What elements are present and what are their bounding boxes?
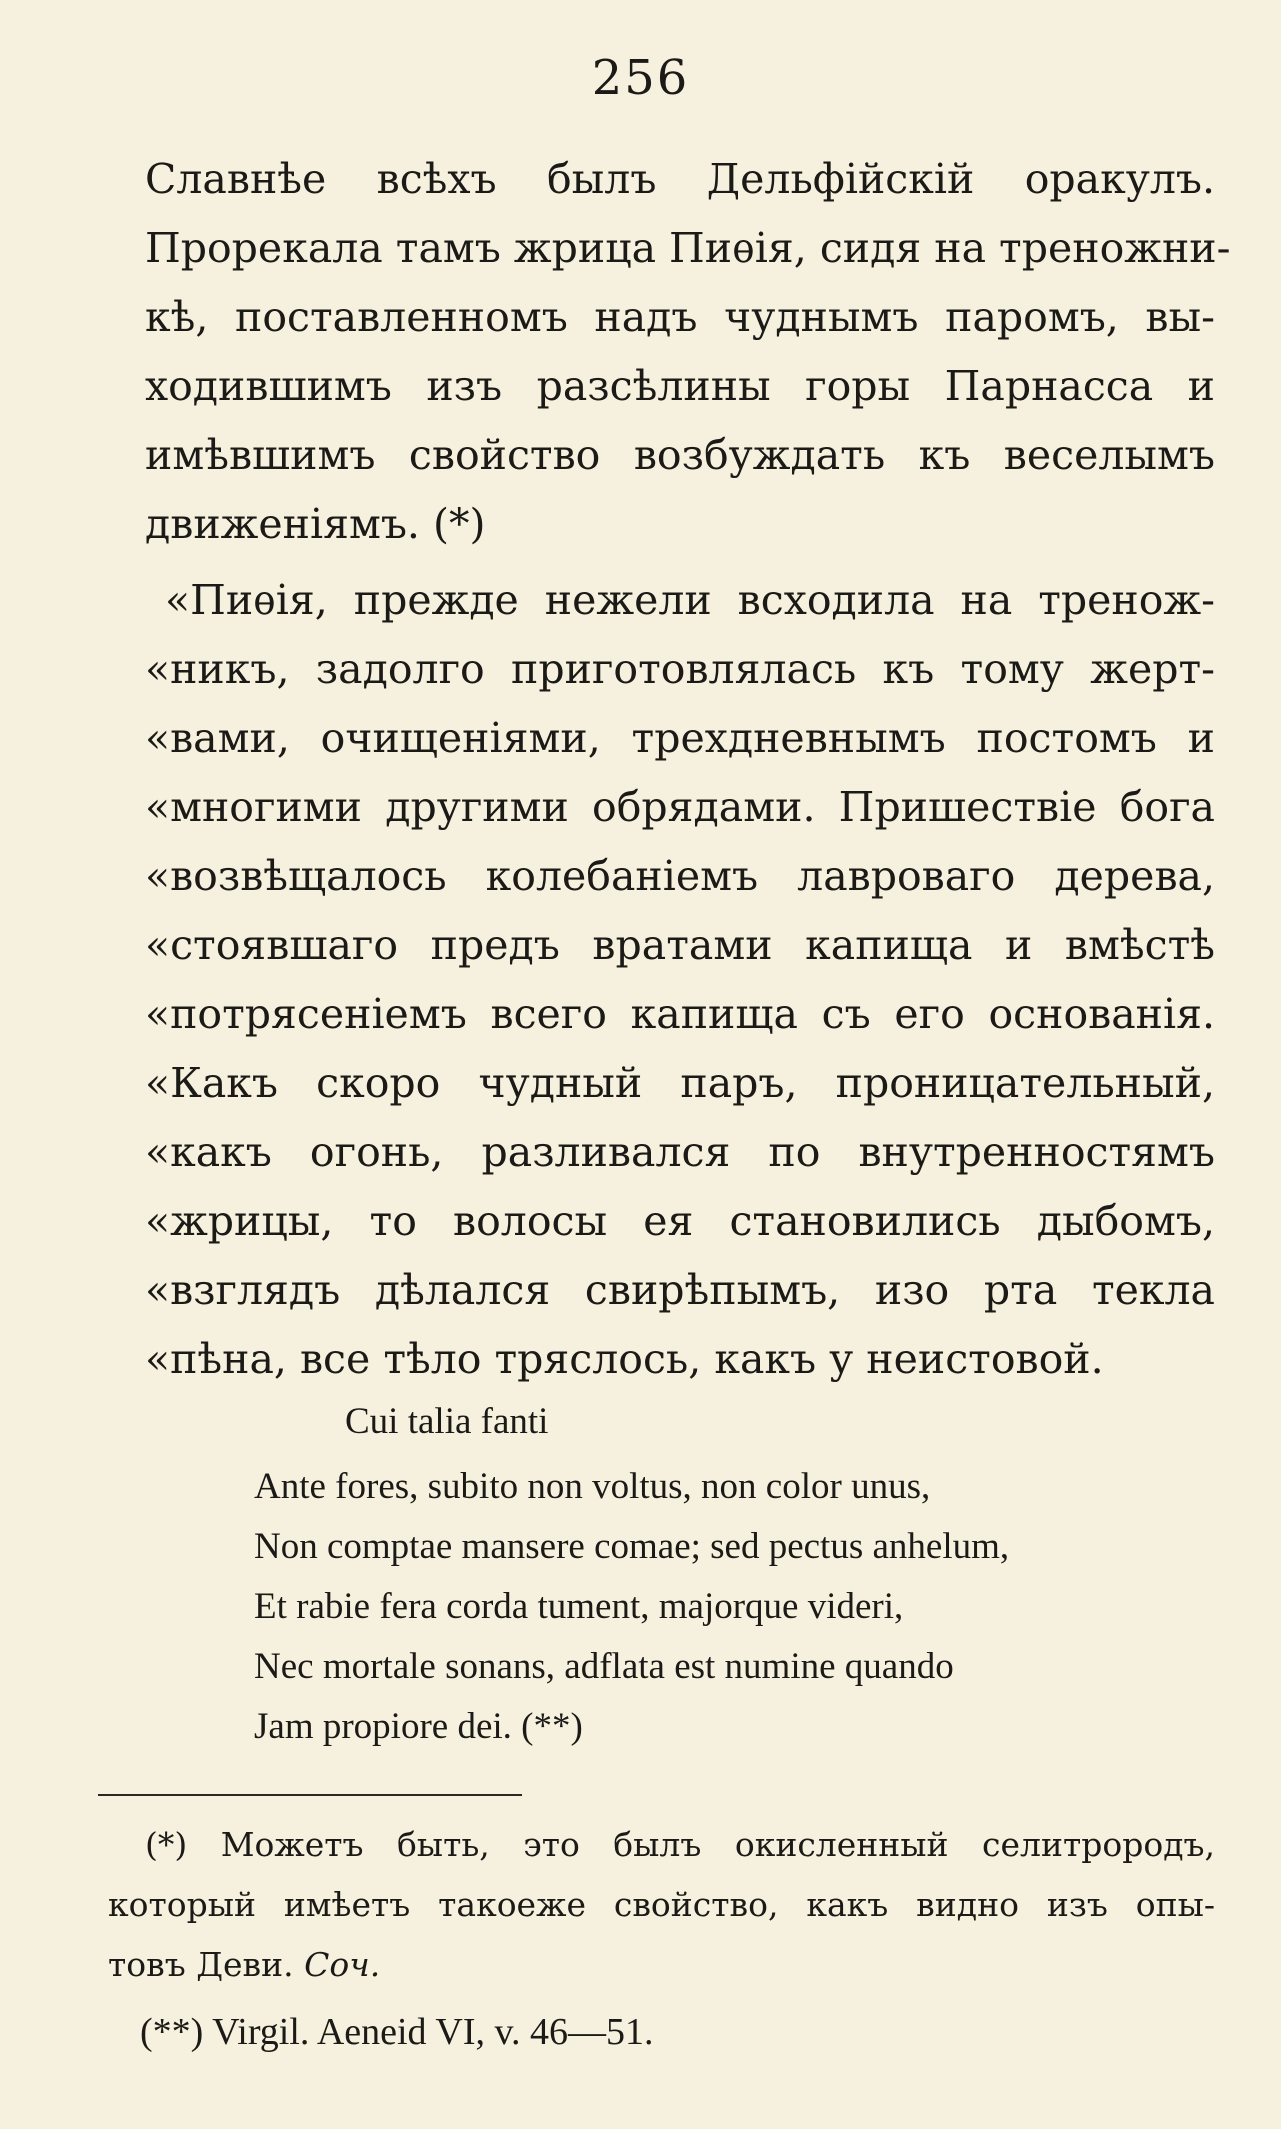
- quote-line: «никъ, задолго приготовлялась къ тому жерт-: [145, 645, 1215, 693]
- verse-line: Nec mortale sonans, adflata est numine quando: [254, 1646, 954, 1687]
- verse-line: Jam propiore dei. (**): [254, 1706, 583, 1747]
- footnote-divider: [98, 1794, 522, 1796]
- footnote-virgil: (**) Virgil. Aeneid VI, v. 46—51.: [140, 2011, 654, 2053]
- quote-line: «стоявшаго предъ вратами капища и вмѣстѣ: [145, 921, 1215, 969]
- quote-line: «какъ огонь, разливался по внутренностямъ: [145, 1128, 1215, 1176]
- text-line: Прорекала тамъ жрица Пиѳія, сидя на треножни-: [145, 224, 1231, 272]
- quote-line: «потрясеніемъ всего капища съ его основанія.: [145, 990, 1215, 1038]
- text-line: движеніямъ. (*): [145, 500, 486, 548]
- quote-line: «взглядъ дѣлался свирѣпымъ, изо рта текла: [145, 1266, 1215, 1314]
- footnote-line-end: [108, 1945, 1215, 1985]
- footnote-text: товъ Деви.: [108, 1945, 294, 1984]
- quote-line: «многими другими обрядами. Пришествіе бога: [145, 783, 1215, 831]
- quote-line: «вами, очищеніями, трехдневнымъ постомъ и: [145, 714, 1215, 762]
- verse-line: Et rabie fera corda tument, majorque videri,: [254, 1586, 904, 1627]
- page-number: 256: [591, 50, 690, 106]
- quote-line: «жрицы, то волосы ея становились дыбомъ,: [145, 1197, 1215, 1245]
- text-line: ходившимъ изъ разсѣлины горы Парнасса и: [145, 362, 1215, 410]
- verse-intro: Cui talia fanti: [345, 1401, 549, 1442]
- text-line: имѣвшимъ свойство возбуждать къ веселымъ: [145, 431, 1215, 479]
- verse-line: Non comptae mansere comae; sed pectus anhelum,: [254, 1526, 1010, 1567]
- footnote-line: (*) Можетъ быть, это былъ окисленный селитрородъ,: [145, 1825, 1215, 1864]
- quote-line: «пѣна, все тѣло тряслось, какъ у неистовой.: [145, 1335, 1104, 1383]
- quote-line: «возвѣщалось колебаніемъ лавроваго дерева,: [145, 852, 1215, 900]
- verse-line: Ante fores, subito non voltus, non color unus,: [254, 1466, 931, 1507]
- footnote-line: который имѣетъ такоеже свойство, какъ видно изъ опы-: [108, 1885, 1215, 1924]
- quote-line: «Пиѳія, прежде нежели всходила на тренож-: [165, 576, 1215, 624]
- footnote-signature: Соч.: [304, 1945, 381, 1984]
- text-line: кѣ, поставленномъ надъ чуднымъ паромъ, вы-: [145, 293, 1215, 341]
- quote-line: «Какъ скоро чудный паръ, проницательный,: [145, 1059, 1215, 1107]
- text-line: Славнѣе всѣхъ былъ Дельфійскій оракулъ.: [145, 155, 1215, 203]
